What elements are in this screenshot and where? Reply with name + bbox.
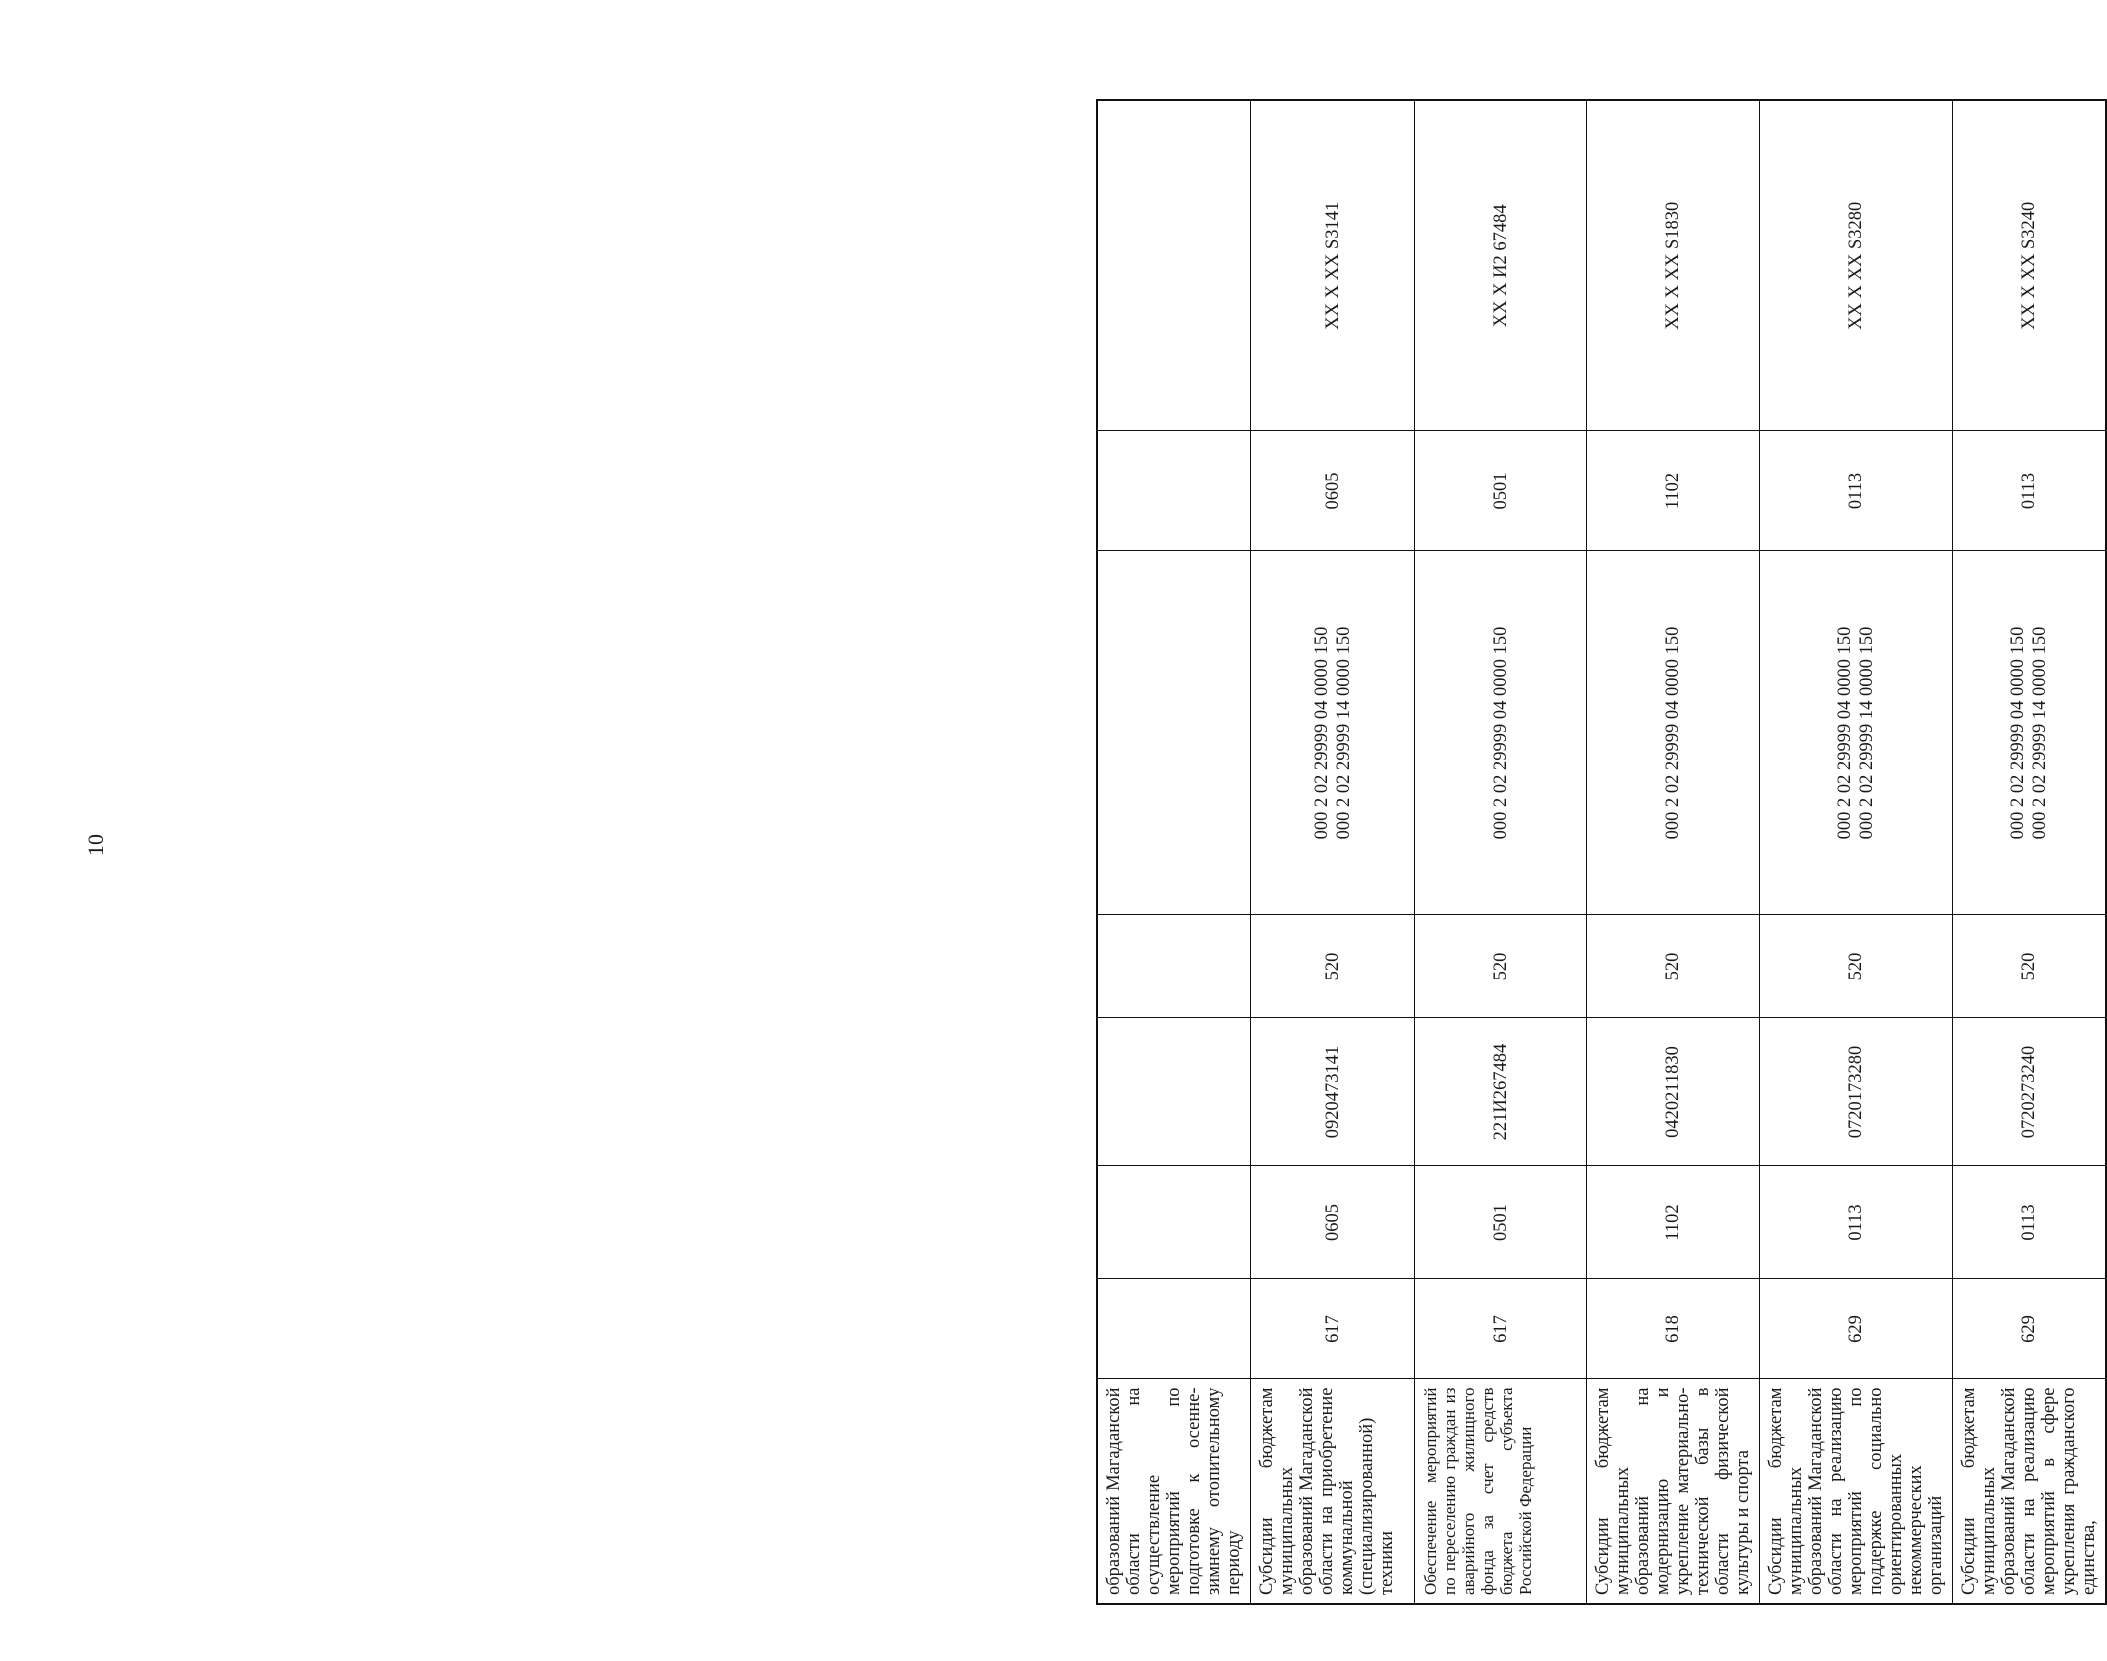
row-target-code: 0420211830 [1587, 1018, 1760, 1166]
table-row [1097, 100, 1251, 1604]
row-code-admin: 618 [1587, 1279, 1760, 1379]
row-description: Обеспечение мероприятий по переселению граждан из аварийного жилищного фонда за счет средств бюджета субъекта Российской Федерации [1415, 1379, 1587, 1604]
row-code-admin: 629 [1953, 1279, 2107, 1379]
row-description: Субсидии бюджетам муниципальных образований Магаданской области на реализацию мероприятий в сфере укрепления гражданского единства, [1953, 1379, 2107, 1604]
kbk-line-1: 000 2 02 29999 04 0000 150 [1835, 626, 1855, 840]
row-section-2: 0605 [1251, 431, 1415, 551]
row-section-2 [1097, 431, 1251, 551]
row-description: Субсидии бюджетам муниципальных образований Магаданской области на реализацию мероприятий по поддержке социально ориентированных некоммерческих организаций [1760, 1379, 1953, 1604]
row-expense-type: 520 [1760, 915, 1953, 1018]
row-section: 0113 [1760, 1166, 1953, 1279]
page-number: 10 [83, 834, 108, 856]
rotated-table-frame [1096, 101, 2099, 1605]
kbk-line-1: 000 2 02 29999 04 0000 150 [1311, 626, 1332, 840]
budget-table [1096, 99, 2107, 1605]
kbk-line-2: 000 2 02 29999 14 0000 150 [2030, 626, 2050, 840]
kbk-line-2: 000 2 02 29999 14 0000 150 [1333, 626, 1354, 840]
kbk-line-1: 000 2 02 29999 04 0000 150 [2008, 626, 2028, 840]
row-code-full: XX X XX S1830 [1587, 100, 1760, 431]
row-target-code [1097, 1018, 1251, 1166]
row-description: образований Магаданской области на осуществление мероприятий по подготовке к осенне-зимнему отопительному периоду [1097, 1379, 1251, 1604]
row-section: 0605 [1251, 1166, 1415, 1279]
row-code-admin: 629 [1760, 1279, 1953, 1379]
row-expense-type: 520 [1415, 915, 1587, 1018]
kbk-line-1: 000 2 02 29999 04 0000 150 [1663, 626, 1683, 840]
row-code-full: XX X XX S3280 [1760, 100, 1953, 431]
row-code-admin: 617 [1415, 1279, 1587, 1379]
row-expense-type: 520 [1587, 915, 1760, 1018]
row-kbk [1097, 551, 1251, 915]
row-kbk [1251, 551, 1415, 915]
table-row [1251, 100, 1415, 1604]
row-code-full: XX X XX S3240 [1953, 100, 2107, 431]
table-row [1587, 100, 1760, 1604]
row-kbk [1760, 551, 1953, 915]
row-section: 1102 [1587, 1166, 1760, 1279]
kbk-line-1: 000 2 02 29999 04 0000 150 [1490, 626, 1511, 840]
row-section: 0501 [1415, 1166, 1587, 1279]
table-row [1760, 100, 1953, 1604]
row-section-2: 0113 [1760, 431, 1953, 551]
row-expense-type: 520 [1251, 915, 1415, 1018]
row-target-code: 0920473141 [1251, 1018, 1415, 1166]
table-row [1415, 100, 1587, 1604]
row-description: Субсидии бюджетам муниципальных образований Магаданской области на приобретение коммунальной (специализированной) техники [1251, 1379, 1415, 1604]
row-section-2: 1102 [1587, 431, 1760, 551]
row-expense-type [1097, 915, 1251, 1018]
row-section: 0113 [1953, 1166, 2107, 1279]
row-target-code: 221И267484 [1415, 1018, 1587, 1166]
table-row [1953, 100, 2107, 1604]
row-code-admin [1097, 1279, 1251, 1379]
row-kbk [1587, 551, 1760, 915]
row-kbk [1415, 551, 1587, 915]
row-section [1097, 1166, 1251, 1279]
row-target-code: 0720173280 [1760, 1018, 1953, 1166]
row-code-admin: 617 [1251, 1279, 1415, 1379]
row-section-2: 0501 [1415, 431, 1587, 551]
row-code-full [1097, 100, 1251, 431]
row-description: Субсидии бюджетам муниципальных образований на модернизацию и укрепление материально-технической базы в области физической культуры и спорта [1587, 1379, 1760, 1604]
row-section-2: 0113 [1953, 431, 2107, 551]
row-code-full: XX X И2 67484 [1415, 100, 1587, 431]
row-target-code: 0720273240 [1953, 1018, 2107, 1166]
row-kbk [1953, 551, 2107, 915]
row-code-full: XX X XX S3141 [1251, 100, 1415, 431]
kbk-line-2: 000 2 02 29999 14 0000 150 [1857, 626, 1877, 840]
row-expense-type: 520 [1953, 915, 2107, 1018]
